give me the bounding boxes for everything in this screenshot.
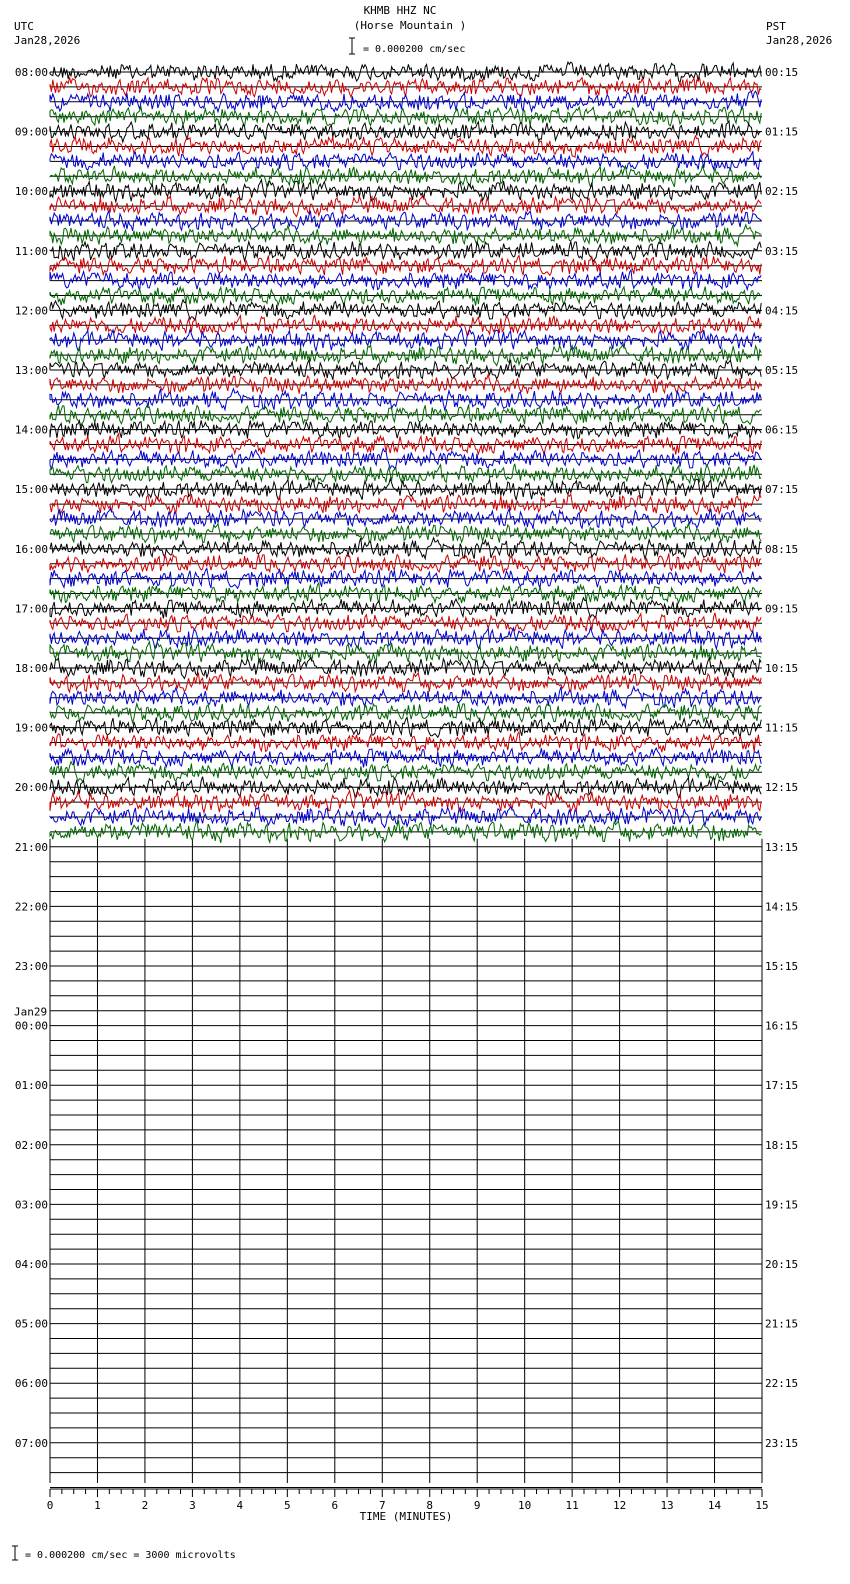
pst-hour-label: 02:15 [765,185,799,199]
pst-hour-label: 14:15 [765,900,799,914]
scale-label: = 0.000200 cm/sec [363,44,466,55]
trace-line [50,375,761,394]
pst-hour-label: 21:15 [765,1317,799,1331]
x-tick-label: 14 [707,1499,722,1512]
trace-baselines [50,72,762,1488]
utc-hour-label: 08:00 [14,66,48,79]
pst-hour-label: 04:15 [765,304,799,318]
trace-line [50,687,761,708]
utc-hour-label: 05:00 [14,1317,48,1331]
pst-hour-label: 18:15 [765,1138,799,1152]
pst-hour-label: 00:15 [765,66,799,79]
trace-line [50,300,761,320]
utc-hour-label: 21:00 [14,840,48,854]
pst-hour-label: 19:15 [765,1198,799,1212]
utc-hour-label: 09:00 [14,125,48,139]
x-axis [50,1489,762,1497]
footer-scale-bar-icon [12,1546,18,1560]
pst-hour-label: 20:15 [765,1258,799,1271]
x-tick-label: 11 [565,1499,579,1512]
utc-hour-label: 04:00 [14,1258,48,1271]
x-tick-label: 15 [755,1499,769,1512]
trace-line [50,762,761,782]
utc-hour-label: 20:00 [14,781,48,795]
x-tick-label: 3 [189,1499,196,1512]
pst-hour-label: 03:15 [765,244,799,258]
minute-gridlines [50,839,762,1483]
utc-hour-label: 03:00 [14,1198,48,1212]
scale-bar-icon [349,38,355,54]
pst-hour-label: 22:15 [765,1377,799,1391]
x-tick-label: 7 [378,1499,386,1512]
x-tick-label: 12 [612,1499,627,1512]
x-tick-label: 10 [518,1499,532,1512]
trace-line [50,225,761,246]
utc-hour-label: 13:00 [14,364,48,377]
pst-hour-label: 12:15 [765,781,799,795]
pst-hour-label: 16:15 [765,1019,799,1033]
utc-hour-label: 07:00 [14,1436,48,1450]
utc-hour-label: 02:00 [14,1138,48,1152]
pst-hour-label: 01:15 [765,125,799,139]
utc-hour-label: 16:00 [14,542,48,556]
utc-hour-label: 01:00 [14,1079,48,1093]
seismic-traces [50,62,761,843]
x-tick-label: 6 [331,1499,339,1512]
pst-hour-label: 15:15 [765,960,799,973]
utc-hour-label: 12:00 [14,304,48,318]
pst-hour-label: 06:15 [765,423,799,437]
left-timezone: UTC [14,20,34,33]
x-tick-label: 9 [473,1499,481,1512]
station-location: (Horse Mountain ) [353,19,467,32]
x-tick-label: 8 [426,1499,434,1512]
pst-hour-label: 08:15 [765,542,799,556]
right-timezone: PST [766,20,786,33]
utc-hour-label: 00:00 [14,1019,48,1033]
utc-hour-label: 22:00 [14,900,48,914]
utc-hour-label: 18:00 [14,662,48,675]
pst-hour-label: 05:15 [765,364,799,377]
x-tick-label: 0 [46,1499,54,1512]
utc-hour-label: 06:00 [14,1377,48,1391]
pst-hour-label: 07:15 [765,483,799,497]
x-tick-label: 5 [284,1499,291,1512]
left-date: Jan28,2026 [14,34,81,47]
pst-hour-label: 10:15 [765,662,799,675]
trace-line [50,673,761,693]
utc-hour-label: 15:00 [14,483,48,497]
footer-scale-note: = 0.000200 cm/sec = 3000 microvolts [25,1550,236,1561]
utc-hour-label: 19:00 [14,721,48,735]
x-tick-label: 1 [94,1499,101,1512]
pst-hour-label: 11:15 [765,721,799,735]
station-title: KHMB HHZ NC [363,4,437,17]
x-tick-label: 4 [236,1499,244,1512]
x-tick-label: 2 [141,1499,149,1512]
pst-hour-label: 17:15 [765,1079,799,1093]
utc-hour-label: 14:00 [14,423,48,437]
x-axis-title: TIME (MINUTES) [359,1510,453,1523]
pst-hour-label: 23:15 [765,1436,799,1450]
pst-hour-label: 13:15 [765,840,799,854]
utc-hour-label: 11:00 [14,244,48,258]
utc-hour-label: 10:00 [14,185,48,199]
utc-hour-label: 23:00 [14,960,48,973]
right-date: Jan28,2026 [766,34,833,47]
utc-hour-label: 17:00 [14,602,48,616]
trace-line [50,62,761,83]
x-tick-label: 13 [660,1499,674,1512]
trace-line [50,449,761,469]
pst-hour-label: 09:15 [765,602,799,616]
day-change-label: Jan29 [14,1005,48,1019]
